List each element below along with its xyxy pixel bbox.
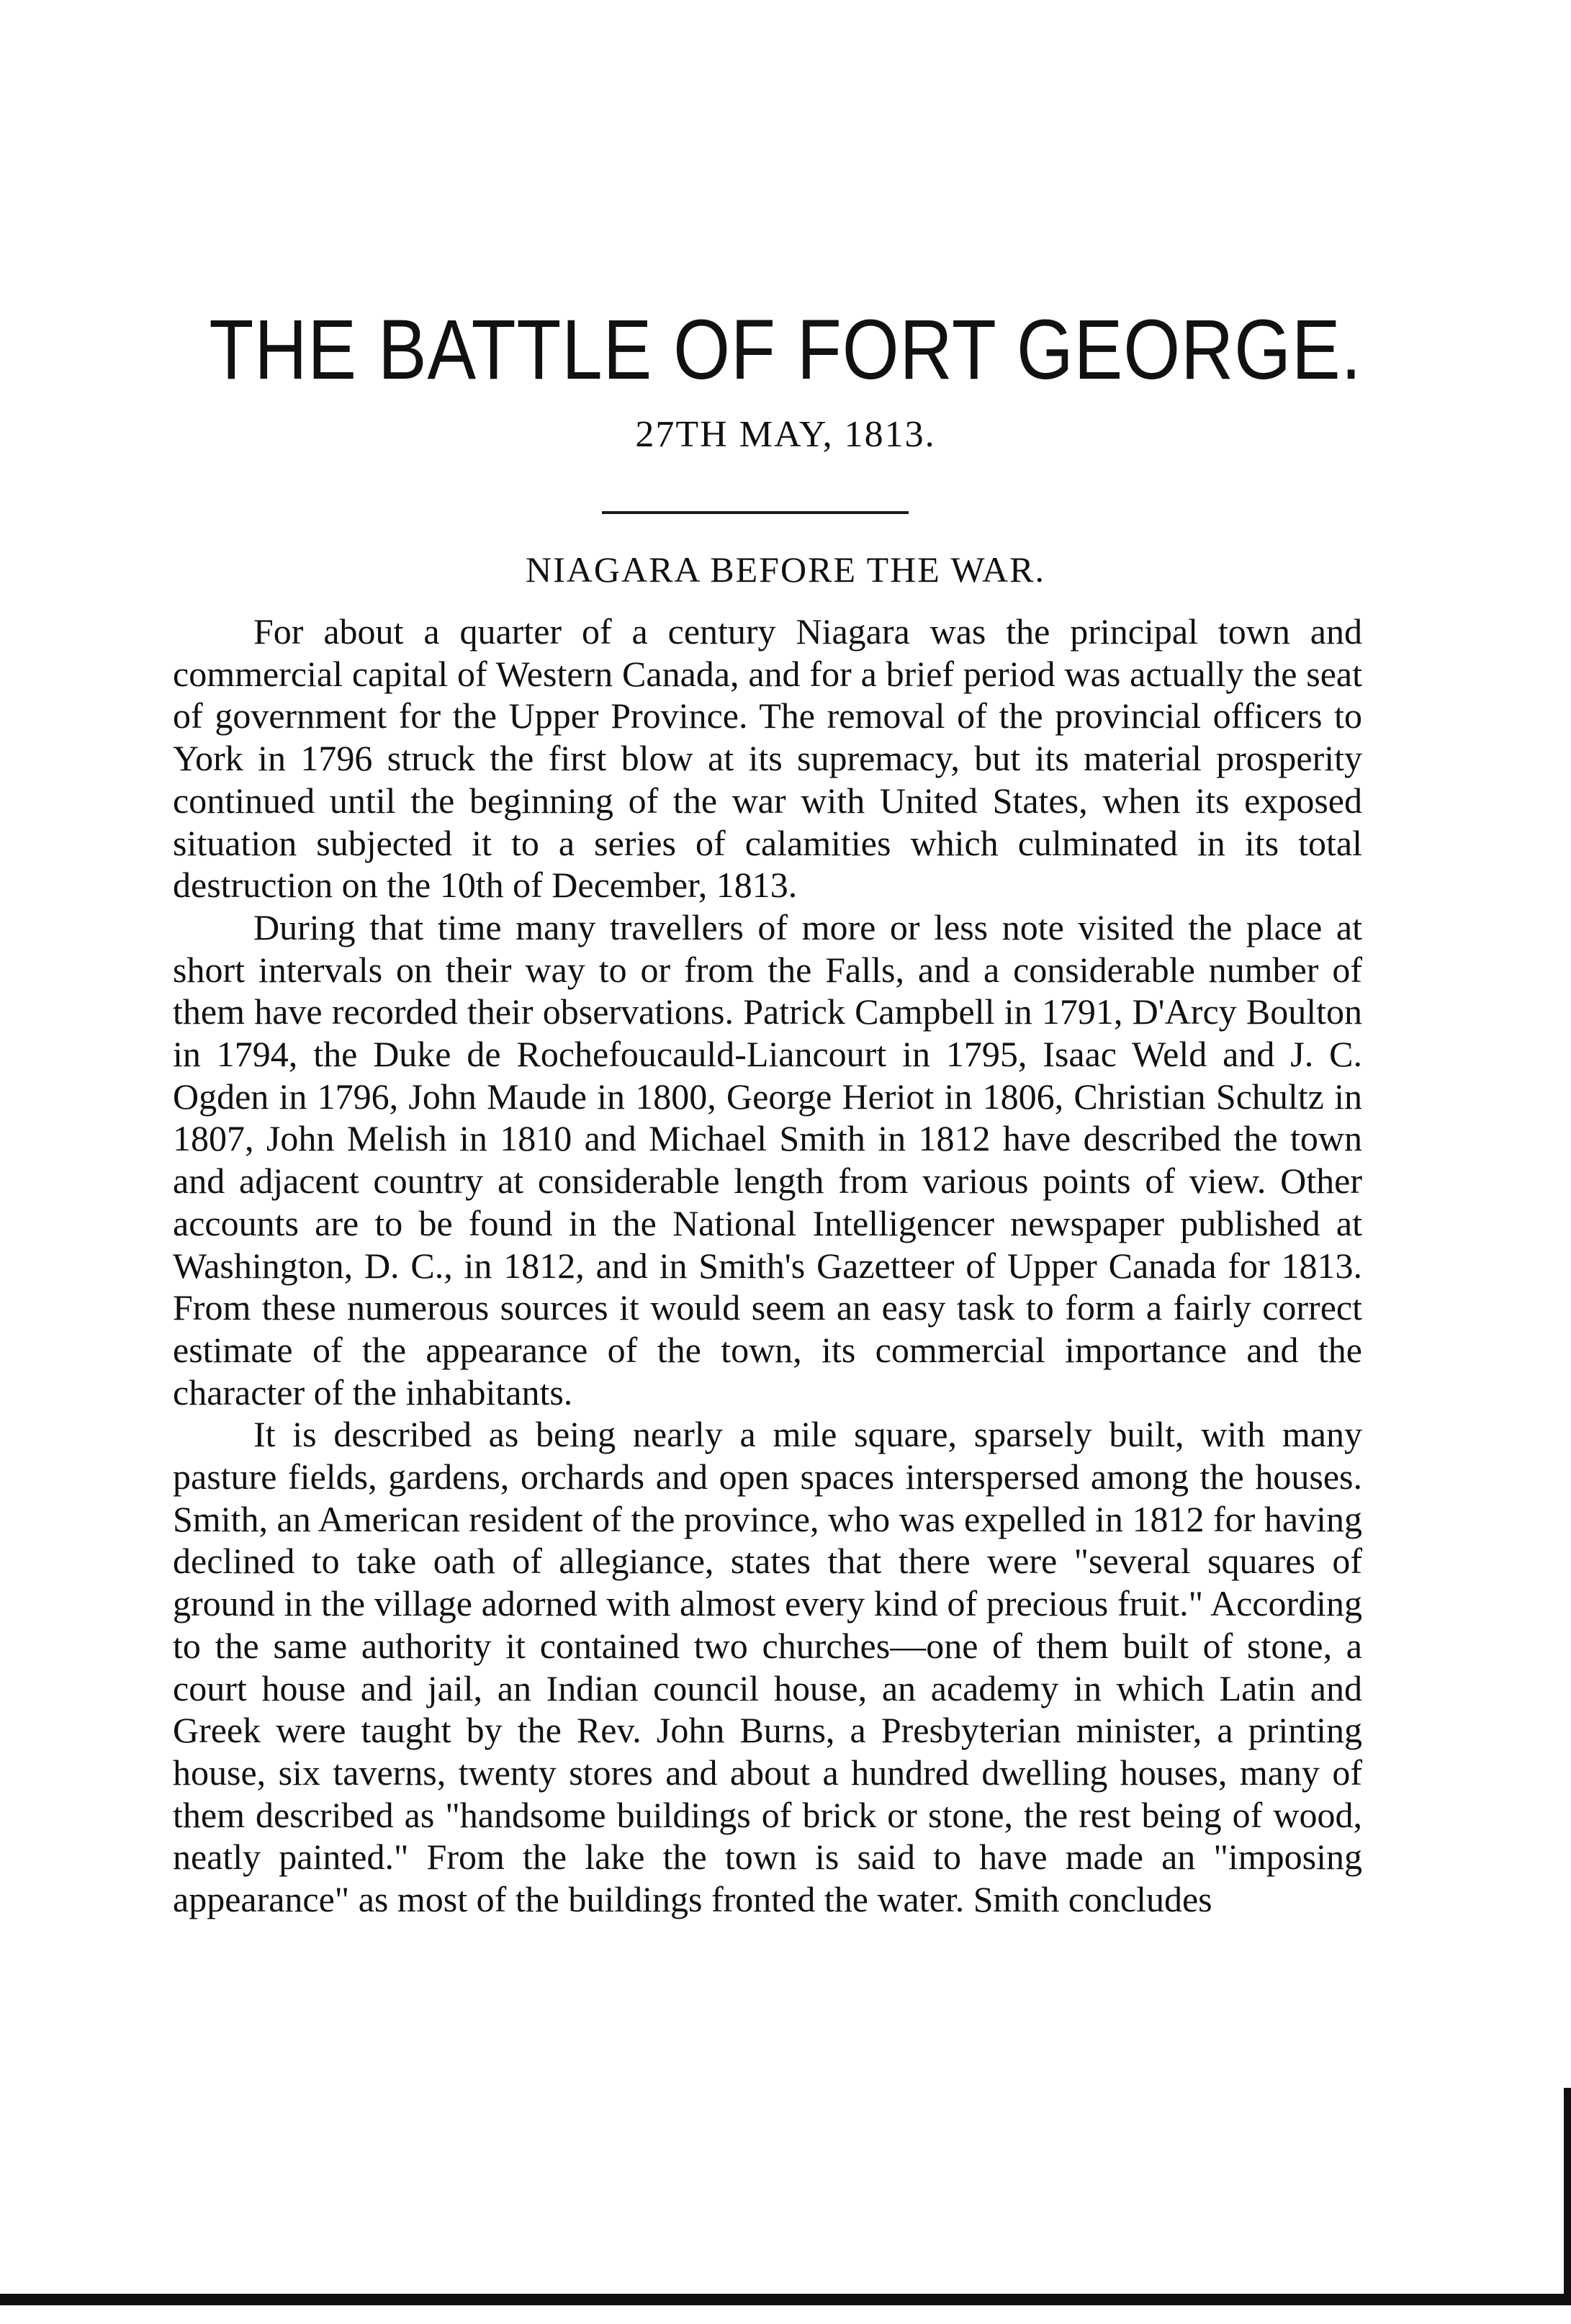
- page-edge-mark: [1564, 2088, 1571, 2297]
- paragraph-2: During that time many travellers of more or less note visited the place at short intervals on their way to or from the Falls, and a considerable number of them have recorded their observations. Patrick Campbell in 1791, D'Arcy Boulton in 1794, the Duke de Rochefoucauld-Liancourt in 1795, Isaac Weld and J. C. Ogden in 1796, John Maude in 1800, George Heriot in 1806, Christian Schultz in 1807, John Melish in 1810 and Michael Smith in 1812 have described the town and adjacent country at considerable length from various points of view. Other accounts are to be found in the National Intelligencer newspaper published at Washington, D. C., in 1812, and in Smith's Gazetteer of Upper Canada for 1813. From these numerous sources it would seem an easy task to form a fairly correct estimate of the appearance of the town, its commercial importance and the character of the inhabitants.: [173, 906, 1362, 1413]
- paragraph-3: It is described as being nearly a mile square, sparsely built, with many pasture fields, gardens, orchards and open spaces interspersed among the houses. Smith, an American resident of the province, who was expelled in 1812 for having declined to take oath of allegiance, states that there were "several squares of ground in the village adorned with almost every kind of precious fruit." According to the same authority it contained two churches—one of them built of stone, a court house and jail, an Indian council house, an academy in which Latin and Greek were taught by the Rev. John Burns, a Presbyterian minister, a printing house, six taverns, twenty stores and about a hundred dwelling houses, many of them described as "handsome buildings of brick or stone, the rest being of wood, neatly painted." From the lake the town is said to have made an "imposing appearance" as most of the buildings fronted the water. Smith concludes: [173, 1414, 1362, 1920]
- article-body: [173, 611, 1362, 1921]
- page-title: THE BATTLE OF FORT GEORGE.: [209, 302, 1362, 397]
- paragraph-1: For about a quarter of a century Niagara was the principal town and commercial capital of Western Canada, and for a brief period was actually the seat of government for the Upper Province. The removal of the provincial officers to York in 1796 struck the first blow at its supremacy, but its material prosperity continued until the beginning of the war with United States, when its exposed situation subjected it to a series of calamities which culminated in its total destruction on the 10th of December, 1813.: [173, 611, 1362, 906]
- date-subtitle: 27TH MAY, 1813.: [635, 414, 936, 455]
- section-heading: NIAGARA BEFORE THE WAR.: [526, 549, 1045, 590]
- title-divider: [602, 511, 909, 514]
- page-bottom-rule: [0, 2294, 1571, 2305]
